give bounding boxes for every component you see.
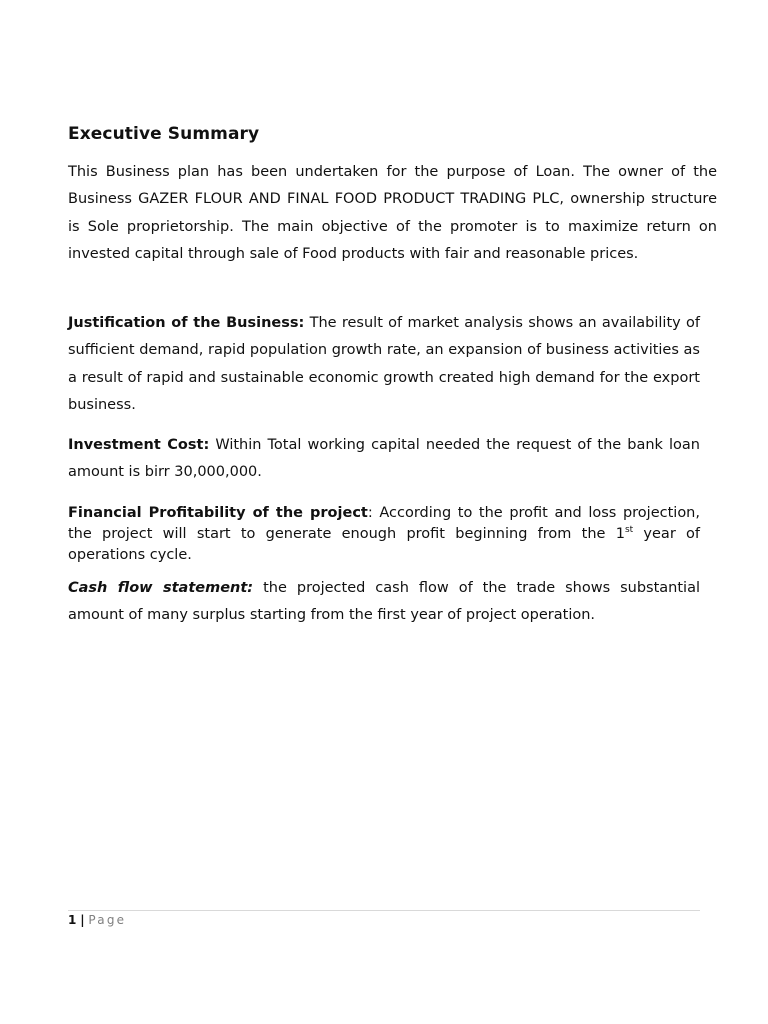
cashflow-paragraph xyxy=(68,575,700,630)
section-heading: Executive Summary xyxy=(68,124,260,144)
ordinal-superscript: st xyxy=(624,524,634,535)
cashflow-body: the projected cash flow of the trade shows substantial amount of many surplus starting from the first year of project operation. xyxy=(68,580,701,624)
cashflow-lead: Cash flow statement: xyxy=(68,580,254,596)
footer-divider xyxy=(68,910,700,911)
justification-body: The result of market analysis shows an availability of sufficient demand, rapid population growth rate, an expansion of business activities as a result of rapid and sustainable economic growth created high demand for the export business. xyxy=(68,315,700,414)
justification-paragraph xyxy=(68,310,700,420)
investment-lead: Investment Cost: xyxy=(68,437,210,453)
page-number: 1 xyxy=(68,913,77,927)
footer-separator: | xyxy=(80,913,85,927)
profitability-body-after: year of operations cycle. xyxy=(68,525,701,563)
investment-body: Within Total working capital needed the request of the bank loan amount is birr 30,000,000. xyxy=(68,437,700,481)
investment-paragraph xyxy=(68,432,700,487)
justification-lead: Justification of the Business: xyxy=(68,315,305,331)
profitability-body-before: : According to the profit and loss projection, the project will start to generate enough profit beginning from the 1 xyxy=(68,505,700,542)
page-label: Page xyxy=(88,913,127,927)
profitability-paragraph xyxy=(68,503,700,565)
page-footer xyxy=(68,912,126,928)
profitability-lead: Financial Profitability of the project xyxy=(68,505,368,521)
intro-paragraph: This Business plan has been undertaken for the purpose of Loan. The owner of the Business GAZER FLOUR AND FINAL FOOD PRODUCT TRADING PLC, ownership structure is Sole proprietorship. The main objective of the promoter is to maximize return on invested capital through sale of Food products with fair and reasonable prices. xyxy=(68,164,717,263)
